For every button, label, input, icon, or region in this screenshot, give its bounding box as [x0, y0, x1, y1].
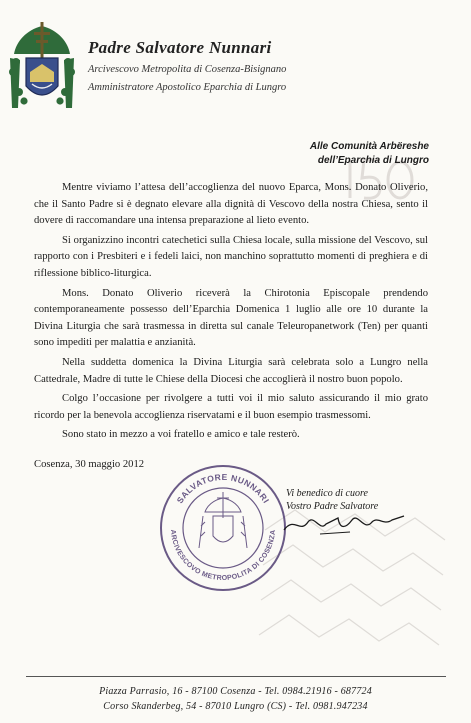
episcopal-crest-icon	[6, 20, 78, 120]
closing-line-1: Vi benedico di cuore	[286, 488, 368, 499]
paragraph: Sono stato in mezzo a voi fratello e amico e tale resterò.	[62, 429, 300, 441]
svg-text:ARCIVESCOVO METROPOLITA DI COS	[169, 529, 277, 582]
footer-divider	[26, 676, 446, 677]
letterhead-title-1: Arcivescovo Metropolita di Cosenza-Bisignano	[88, 64, 287, 75]
addressee	[310, 140, 429, 168]
letterhead-name: Padre Salvatore Nunnari	[88, 38, 272, 57]
letterhead-title-2: Amministratore Apostolico Eparchia di Lungro	[88, 82, 287, 93]
footer-address-2: Corso Skanderbeg, 54 - 87010 Lungro (CS) - Tel. 0981.947234	[103, 701, 368, 712]
addressee-line-2: dell’Eparchia di Lungro	[317, 155, 429, 166]
paragraph: Nella suddetta domenica la Divina Liturgia sarà celebrata solo a Lungro nella Cattedrale, Madre di tutte le Chiese della Diocesi che accoglierà il nostro buon popolo.	[34, 356, 428, 385]
paragraph: Colgo l’occasione per rivolgere a tutti voi il mio saluto assicurando il mio grato ricordo per la benevola accoglienza riservatami e il buon esempio trasmessomi.	[34, 393, 428, 421]
paragraph: Si organizzino incontri catechetici sulla Chiesa locale, sulla missione del Vescovo, sul rapporto con i Presbiteri e i fedeli laici, non manchino soprattutto momenti di preghiera e di riflessione biblico-liturgica.	[34, 234, 428, 279]
paragraph: Mons. Donato Oliverio riceverà la Chirotonia Episcopale prendendo contemporaneamente possesso dell’Eparchia Domenica 1 luglio alle ore 10 durante la Divina Liturgia che sarà trasmessa in diretta sul canale Teleuropanetwork (Ten) per quanti sono impediti per malattia e anzianità.	[34, 287, 428, 349]
closing-line-2: Vostro Padre Salvatore	[286, 501, 379, 512]
seal-bottom-text: ARCIVESCOVO METROPOLITA DI COSENZA	[168, 529, 278, 583]
handwritten-signature	[280, 508, 410, 538]
seal-top-text: SALVATORE NUNNARI	[174, 471, 272, 506]
letter-body	[34, 180, 428, 447]
addressee-line-1: Alle Comunità Arbëreshe	[309, 141, 429, 152]
archbishop-seal-icon	[157, 462, 289, 594]
paragraph: Mentre viviamo l’attesa dell’accoglienza del nuovo Eparca, Mons. Donato Oliverio, che il Santo Padre si è degnato elevare alla dignità di Vescovo della nostra Chiesa, sento il dovere di raccomandare una intensa preparazione al lieto evento.	[34, 182, 428, 227]
letter-date: Cosenza, 30 maggio 2012	[34, 459, 145, 470]
footer-address-1: Piazza Parrasio, 16 - 87100 Cosenza - Tel. 0984.21916 - 687724	[99, 686, 372, 697]
